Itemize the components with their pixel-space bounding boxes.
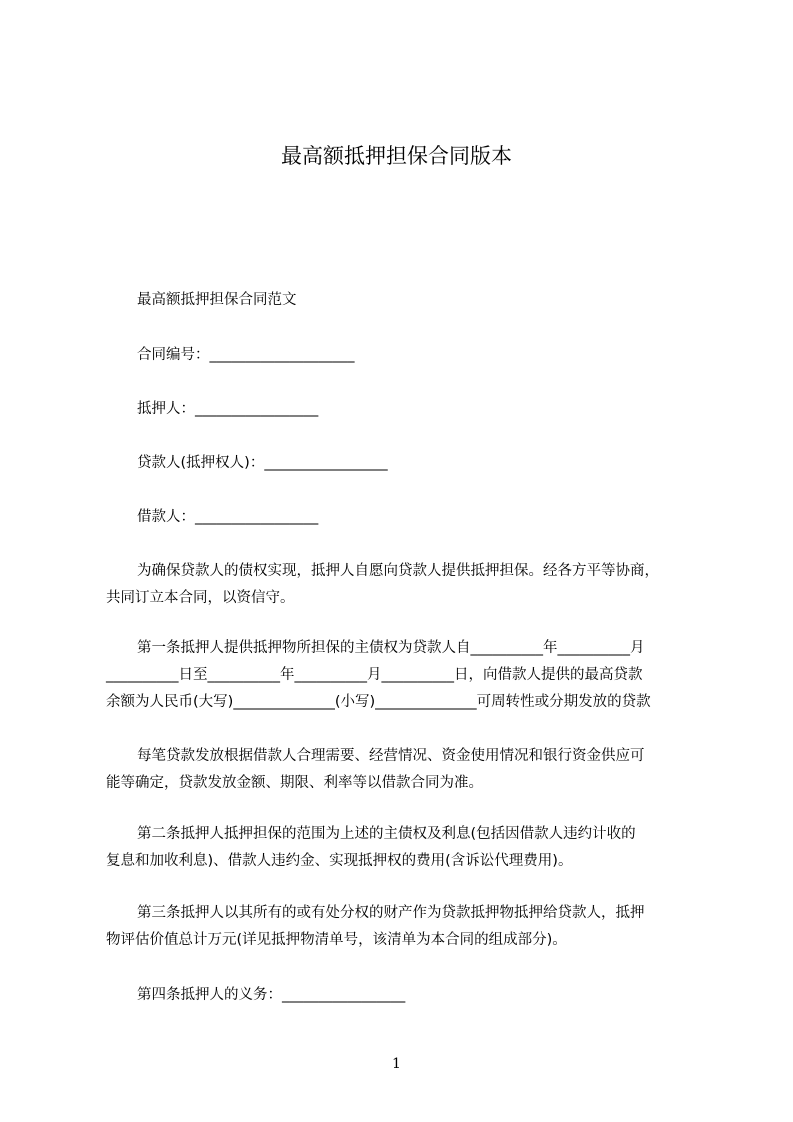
paragraph-line: 复息和加收利息)、借款人违约金、实现抵押权的费用(含诉讼代理费用)。 xyxy=(106,853,573,869)
paragraph-line: 每笔贷款发放根据借款人合理需要、经营情况、资金使用情况和银行资金供应可 xyxy=(137,748,645,764)
paragraph-line: 第一条抵押人提供抵押物所担保的主债权为贷款人自__________年__________月 xyxy=(137,640,645,656)
document-subtitle: 最高额抵押担保合同范文 xyxy=(137,292,297,308)
paragraph-line: 为确保贷款人的债权实现，抵押人自愿向贷款人提供抵押担保。经各方平等协商， xyxy=(137,563,659,579)
paragraph-line: __________日至__________年__________月__________日，向借款人提供的最高贷款 xyxy=(106,667,643,683)
lender-field: 贷款人(抵押权人)：_________________ xyxy=(137,455,388,471)
paragraph-line: 共同订立本合同，以资信守。 xyxy=(106,590,295,606)
paragraph-line: 第二条抵押人抵押担保的范围为上述的主债权及利息(包括因借款人违约计收的 xyxy=(137,826,636,842)
paragraph-line: 物评估价值总计万元(详见抵押物清单号，该清单为本合同的组成部分)。 xyxy=(106,932,567,948)
page-number: 1 xyxy=(392,1056,401,1072)
article-4-heading: 第四条抵押人的义务：_________________ xyxy=(137,987,406,1003)
document-title: 最高额抵押担保合同版本 xyxy=(281,144,512,168)
mortgagor-field: 抵押人：_________________ xyxy=(137,401,319,417)
contract-number-field: 合同编号：____________________ xyxy=(137,347,355,363)
paragraph-line: 第三条抵押人以其所有的或有处分权的财产作为贷款抵押物抵押给贷款人，抵押 xyxy=(137,905,645,921)
paragraph-line: 余额为人民币(大写)______________(小写)______________可周转性或分期发放的贷款 xyxy=(106,694,651,710)
borrower-field: 借款人：_________________ xyxy=(137,509,319,525)
paragraph-line: 能等确定，贷款发放金额、期限、利率等以借款合同为准。 xyxy=(106,775,483,791)
